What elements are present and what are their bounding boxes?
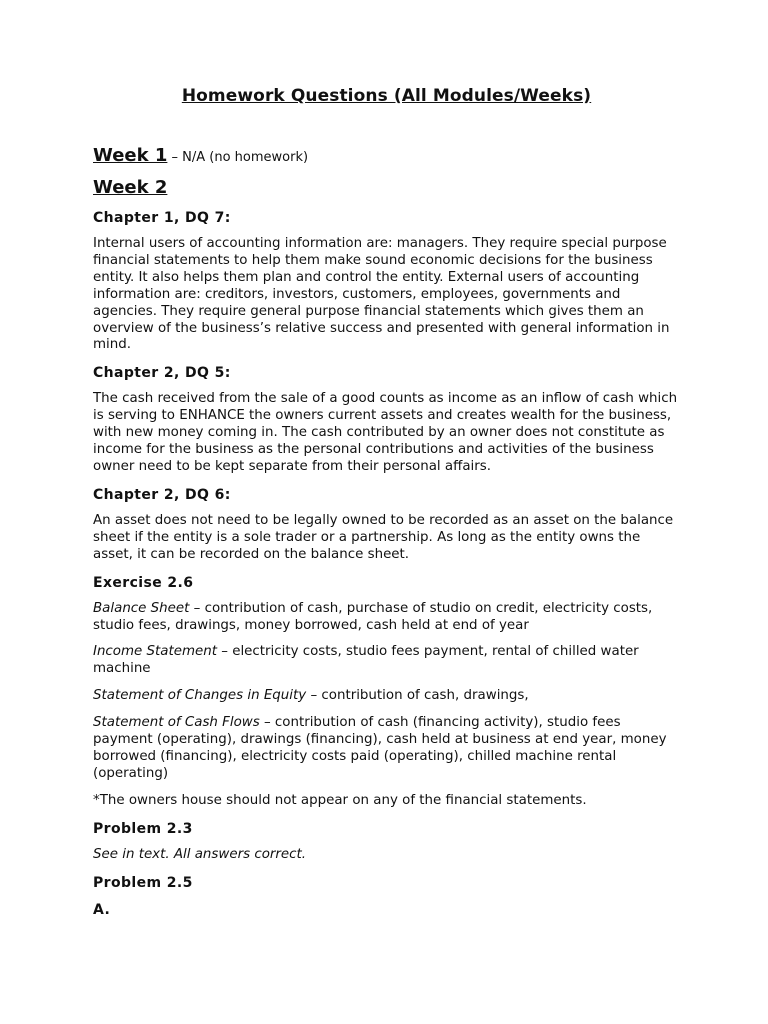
problem-2-5-heading: Problem 2.5 — [93, 874, 193, 891]
changes-in-equity-label: Statement of Changes in Equity — [93, 688, 307, 704]
week-1-note: – N/A (no homework) — [167, 150, 309, 165]
chapter-1-dq7-text: Internal users of accounting information are: managers. They require special purpose financial statements to help them make sound economic decisions for the business entity. It also helps them plan and control the entity. External users of accounting information are: creditors, investors, customers, employees, governments and agencies. They require general purpose financial statements which gives them an overview of the business’s relative success and presented with general information in mind. — [93, 236, 670, 353]
exercise-2-6-heading: Exercise 2.6 — [93, 574, 194, 591]
changes-in-equity-paragraph — [93, 688, 680, 705]
chapter-2-dq5-heading: Chapter 2, DQ 5: — [93, 365, 231, 382]
week-1-heading: Week 1 — [93, 145, 168, 166]
problem-2-3-text: See in text. All answers correct. — [93, 846, 307, 862]
income-statement-label: Income Statement — [93, 644, 217, 660]
week-2-heading: Week 2 — [93, 177, 168, 198]
balance-sheet-text: – contribution of cash, purchase of studio on credit, electricity costs, studio fees, drawings, money borrowed, cash held at end of year — [93, 600, 653, 633]
problem-2-5-part-a: A. — [93, 901, 111, 918]
income-statement-paragraph — [93, 644, 680, 678]
chapter-2-dq5-text: The cash received from the sale of a good counts as income as an inflow of cash which is serving to ENHANCE the owners current assets and creates wealth for the business, with new money coming in. The cash contributed by an owner does not constitute as income for the business as the personal contributions and activities of the business owner need to be kept separate from their personal affairs. — [93, 391, 678, 474]
balance-sheet-label: Balance Sheet — [93, 600, 190, 616]
week-1-row — [93, 145, 680, 169]
cash-flows-text: – contribution of cash (financing activity), studio fees payment (operating), drawings (financing), cash held at business at end year, money borrowed (financing), electricity costs paid (operating), chilled machine rental (operating) — [93, 715, 667, 781]
problem-2-3-heading: Problem 2.3 — [93, 820, 193, 837]
chapter-2-dq6-heading: Chapter 2, DQ 6: — [93, 486, 231, 503]
income-statement-text: – electricity costs, studio fees payment, rental of chilled water machine — [93, 644, 639, 677]
page-title: Homework Questions (All Modules/Weeks) — [181, 86, 592, 106]
cash-flows-label: Statement of Cash Flows — [93, 715, 260, 731]
owners-house-note: *The owners house should not appear on any of the financial statements. — [93, 792, 587, 808]
balance-sheet-paragraph — [93, 601, 680, 635]
changes-in-equity-text: – contribution of cash, drawings, — [306, 688, 529, 704]
cash-flows-paragraph — [93, 715, 680, 783]
chapter-1-dq7-heading: Chapter 1, DQ 7: — [93, 210, 231, 226]
chapter-2-dq6-text: An asset does not need to be legally owned to be recorded as an asset on the balance sheet if the entity is a sole trader or a partnership. As long as the entity owns the asset, it can be recorded on the balance sheet. — [93, 512, 674, 562]
